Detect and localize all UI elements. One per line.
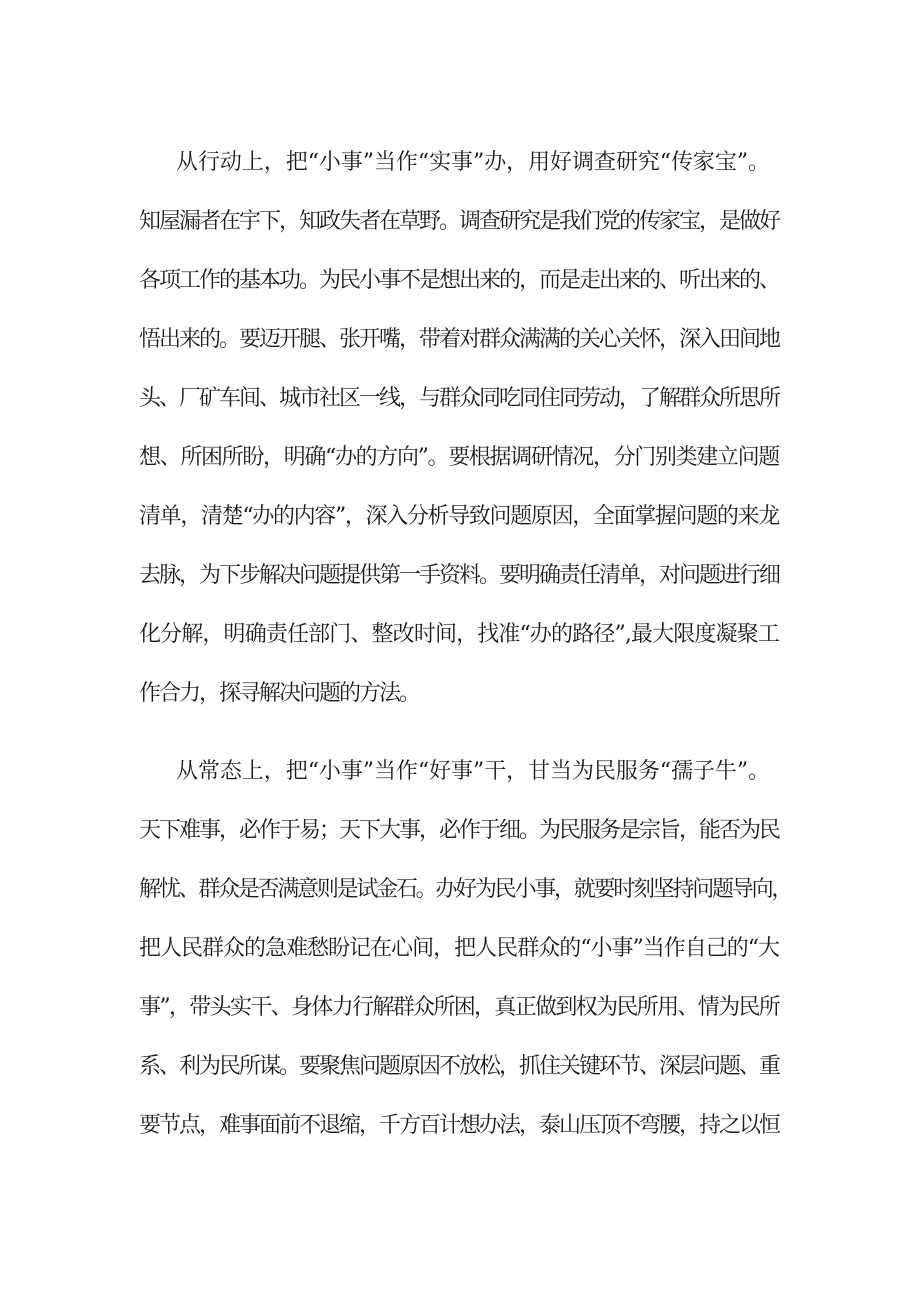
paragraph-2-line-4: 把人民群众的急难愁盼记在心间，把人民群众的“小事”当作自己的“大 xyxy=(139,936,780,961)
paragraph-2-line-5: 事”，带头实干、身体力行解群众所困，真正做到权为民所用、情为民所 xyxy=(139,995,780,1020)
paragraph-1-line-1: 从行动上，把“小事”当作“实事”办，用好调查研究“传家宝”。 xyxy=(176,150,770,175)
paragraph-1-line-5: 头、厂矿车间、城市社区一线，与群众同吃同住同劳动，了解群众所思所 xyxy=(139,386,780,411)
paragraph-2-line-1: 从常态上，把“小事”当作“好事”干，甘当为民服务“孺子牛”。 xyxy=(176,759,770,784)
paragraph-1-line-6: 想、所困所盼，明确“办的方向”。要根据调研情况，分门别类建立问题 xyxy=(139,445,779,470)
paragraph-2-line-7: 要节点，难事面前不退缩，千方百计想办法，泰山压顶不弯腰，持之以恒 xyxy=(139,1113,780,1138)
paragraph-2-line-3: 解忧、群众是否满意则是试金石。办好为民小事，就要时刻坚持问题导向， xyxy=(139,877,792,902)
paragraph-1-line-10: 作合力，探寻解决问题的方法。 xyxy=(139,681,420,706)
paragraph-1-line-3: 各项工作的基本功。为民小事不是想出来的，而是走出来的、听出来的、 xyxy=(139,268,780,293)
paragraph-1-line-7: 清单，清楚“办的内容”，深入分析导致问题原因，全面掌握问题的来龙 xyxy=(139,504,779,529)
paragraph-1-line-4: 悟出来的。要迈开腿、张开嘴，带着对群众满满的关心关怀，深入田间地 xyxy=(139,327,780,352)
paragraph-2-line-2: 天下难事，必作于易；天下大事，必作于细。为民服务是宗旨，能否为民 xyxy=(139,818,780,843)
paragraph-1-line-9: 化分解，明确责任部门、整改时间，找准“办的路径”,最大限度凝聚工 xyxy=(139,622,779,647)
paragraph-1-line-8: 去脉，为下步解决问题提供第一手资料。要明确责任清单，对问题进行细 xyxy=(139,563,780,588)
paragraph-2-line-6: 系、利为民所谋。要聚焦问题原因不放松，抓住关键环节、深层问题、重 xyxy=(139,1054,780,1079)
paragraph-1-line-2: 知屋漏者在宇下，知政失者在草野。调查研究是我们党的传家宝，是做好 xyxy=(139,209,780,234)
